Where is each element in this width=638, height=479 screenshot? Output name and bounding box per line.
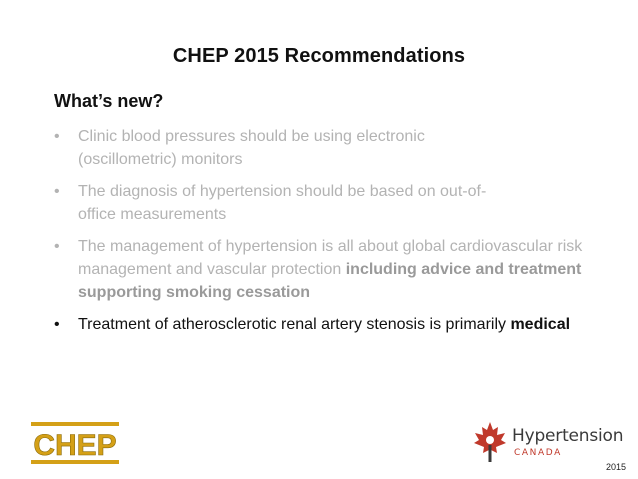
bullet-marker: • [54,316,60,333]
chep-logo [31,422,119,464]
bullet-item [54,180,624,226]
maple-leaf-icon [474,422,506,462]
bullet-item [54,235,624,304]
chep-logo-text: CHEP [33,429,117,462]
bullet-list [54,125,624,345]
bullet-text-line: Clinic blood pressures should be using electronic [78,128,425,145]
bullet-text: The management of hypertension is all about global cardiovascular risk management and vascular protection [78,238,583,278]
hypertension-canada-sub: CANADA [514,448,562,458]
bullet-bold-text: including advice and treatment supporting smoking cessation [78,261,582,301]
bullet-bold-text: medical [510,316,571,333]
bullet-item [54,125,624,171]
slide-subtitle: What’s new? [54,91,164,111]
bullet-marker: • [54,238,60,255]
slide-year: 2015 [606,462,627,472]
hypertension-canada-name: Hypertension [512,426,624,446]
bullet-marker: • [54,183,60,200]
bullet-marker: • [54,128,60,145]
bullet-text-line: office measurements [78,206,227,223]
bullet-text-line: (oscillometric) monitors [78,151,243,168]
bullet-text: Treatment of atherosclerotic renal artery stenosis is primarily [78,316,511,333]
slide-title: CHEP 2015 Recommendations [172,45,466,67]
bullet-item-current [54,313,624,336]
bullet-text-line: The diagnosis of hypertension should be based on out-of- [78,183,487,200]
